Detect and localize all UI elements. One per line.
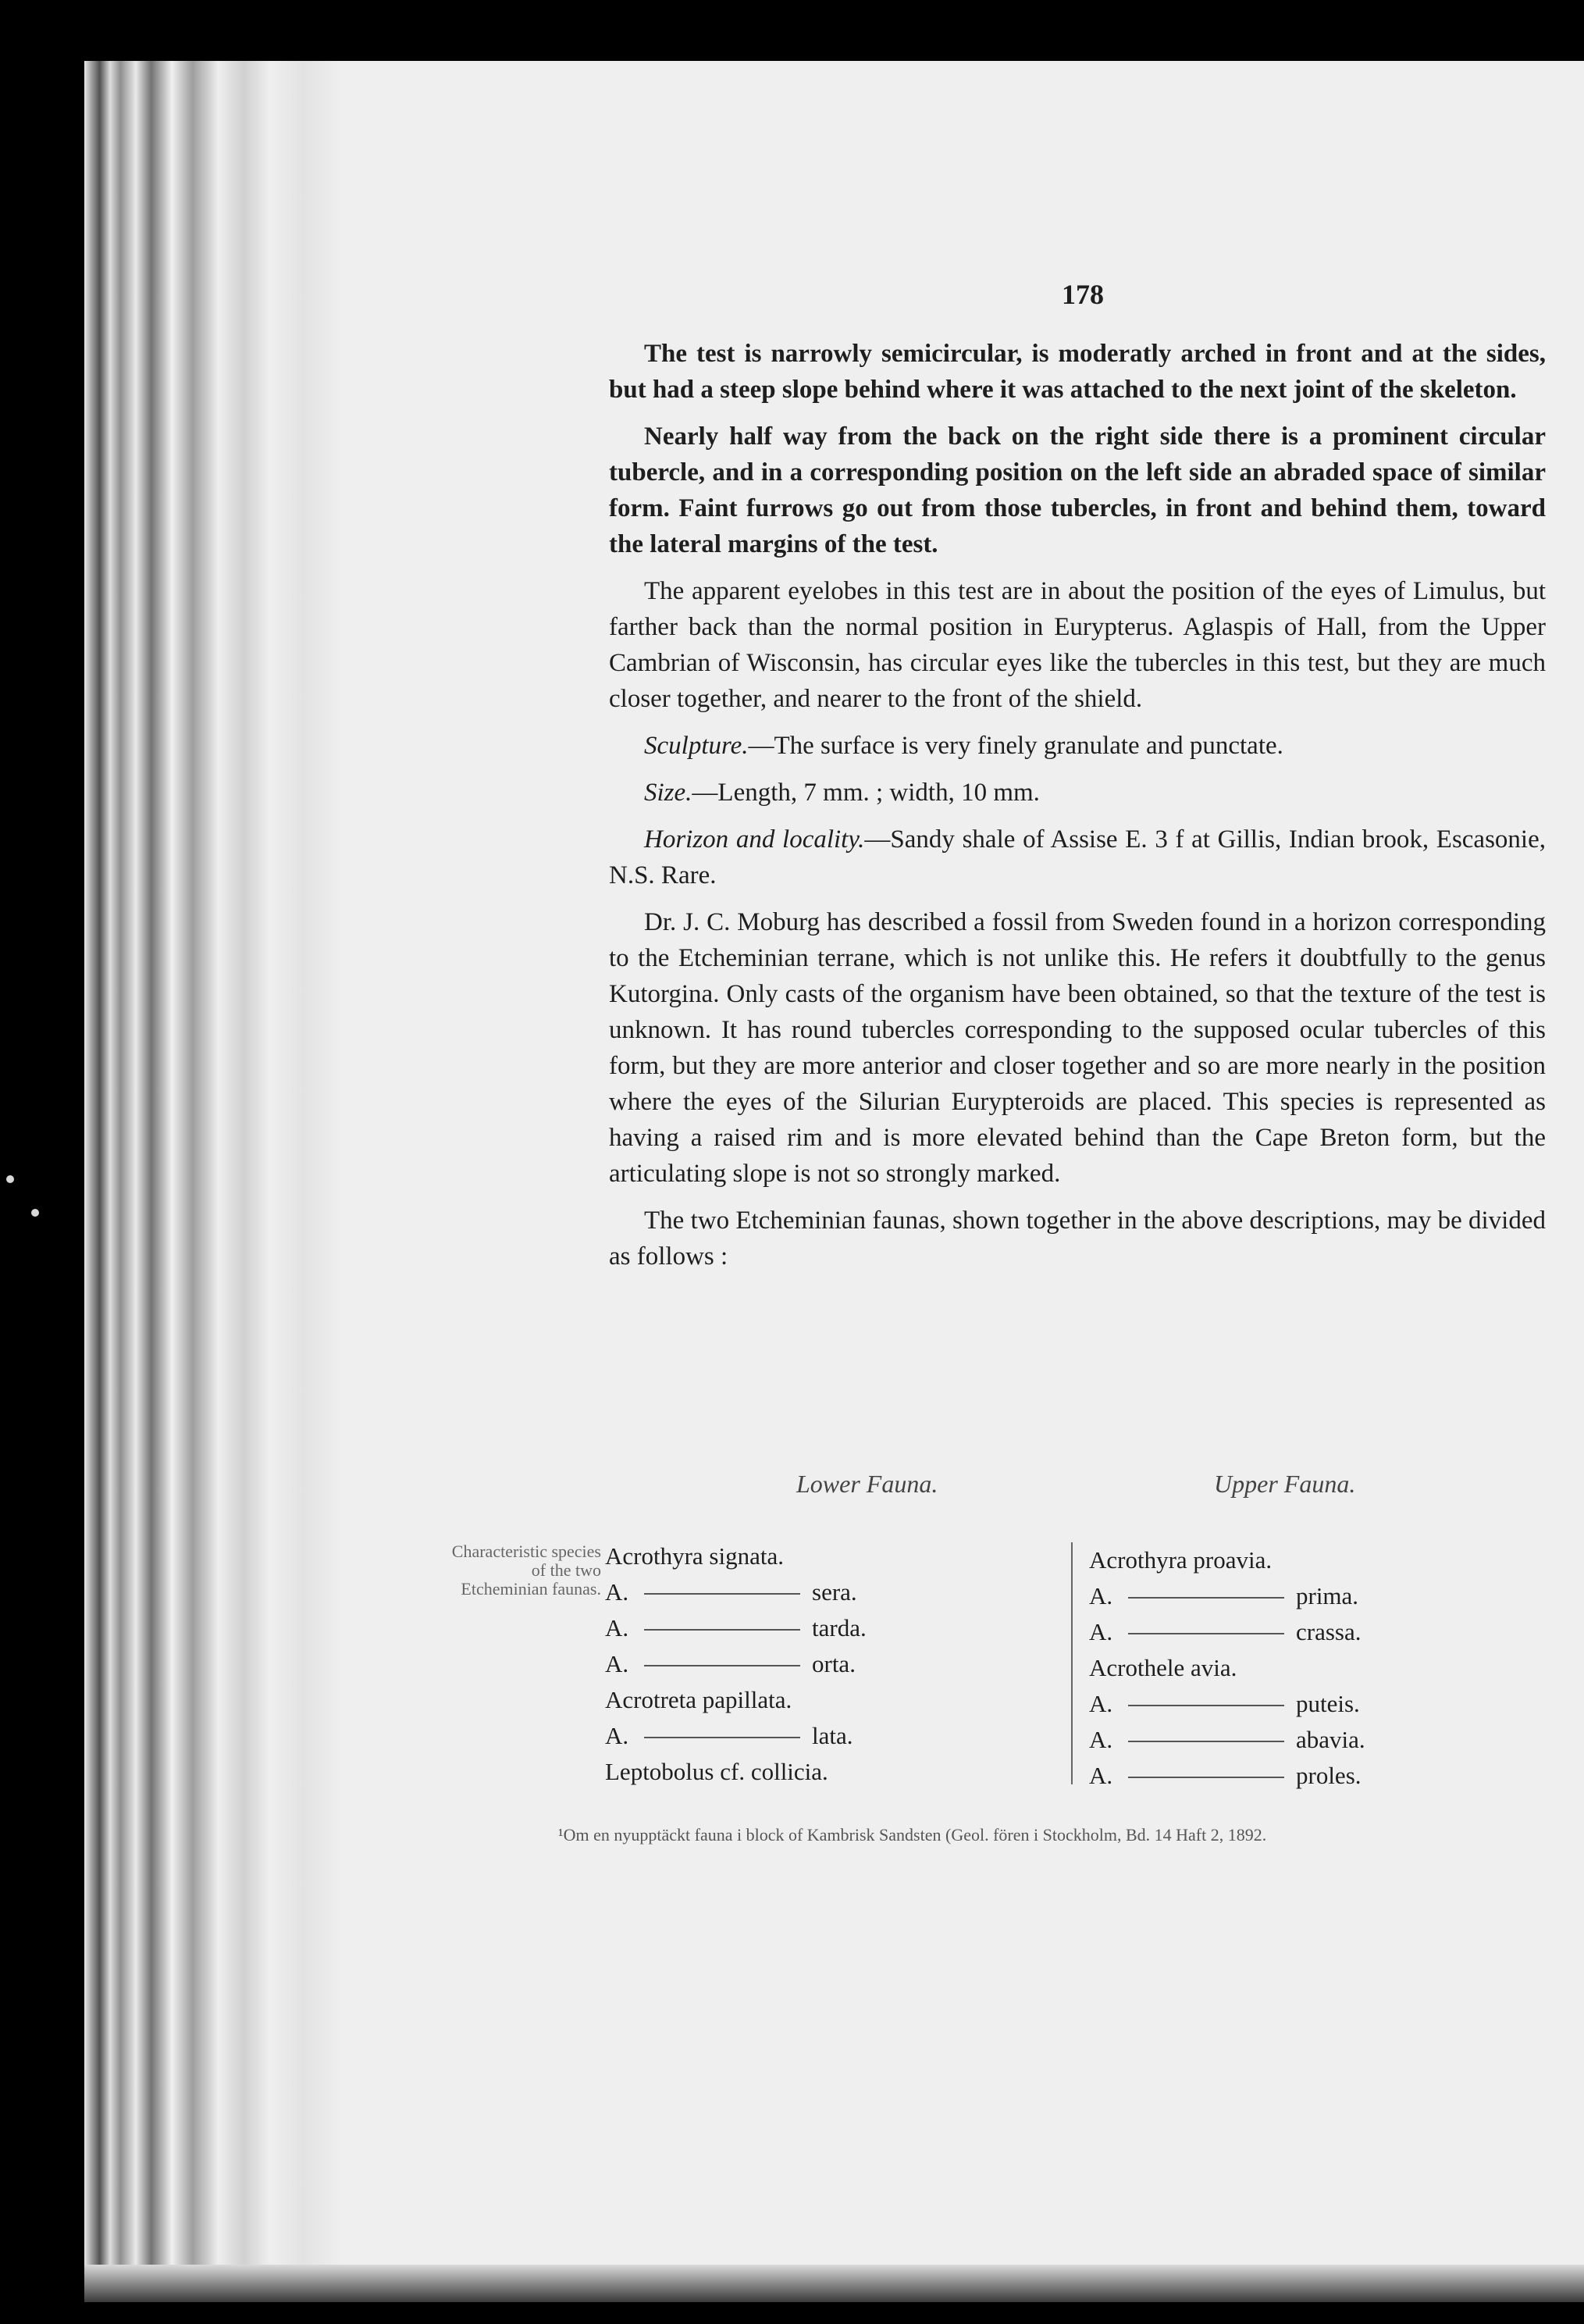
- scan-speck: [31, 1209, 39, 1217]
- paragraph-size: [609, 775, 1546, 811]
- species-row: [1089, 1758, 1362, 1794]
- species-genus: A.: [605, 1578, 629, 1606]
- paragraph-tubercle: Nearly half way from the back on the right side there is a prominent circular tubercle, and in a corresponding position on the left side an abraded space of similar form. Faint furrows go out from those tubercles, in front and behind them, toward the lateral margins of the test.: [609, 422, 1546, 558]
- species-genus: Acrothyra signata.: [605, 1542, 784, 1570]
- species-row: [605, 1718, 870, 1754]
- species-epithet: tarda.: [812, 1614, 867, 1641]
- species-genus: A.: [1089, 1618, 1113, 1645]
- species-epithet: crassa.: [1296, 1618, 1362, 1645]
- column-divider: [1071, 1542, 1073, 1784]
- book-page-edges: [84, 61, 342, 2302]
- sculpture-text: —The surface is very finely granulate and punctate.: [748, 732, 1283, 760]
- species-genus: Leptobolus cf. collicia.: [605, 1758, 828, 1785]
- species-epithet: abavia.: [1296, 1726, 1365, 1753]
- ditto-rule: [644, 1629, 800, 1631]
- species-epithet: prima.: [1296, 1582, 1359, 1609]
- species-row: [1089, 1650, 1354, 1686]
- species-row: [605, 1682, 870, 1718]
- ditto-rule: [1128, 1633, 1284, 1634]
- species-epithet: sera.: [812, 1578, 857, 1606]
- paragraph-test-shape: The test is narrowly semicircular, is moderatly arched in front and at the sides, but had a steep slope behind where it was attached to the next joint of the skeleton.: [609, 340, 1546, 404]
- species-row: [605, 1754, 870, 1790]
- paragraph-horizon: [609, 822, 1546, 893]
- paragraph-moburg: Dr. J. C. Moburg has described a fossil from Sweden found in a horizon corresponding to the Etcheminian terrane, which is not unlike this. He refers it doubtfully to the genus Kutorgina. Only casts of the organism have been obtained, so that the texture of the test is unknown. It has round tubercles corresponding to the supposed ocular tubercles of this form, but they are more anterior and closer together and so are more nearly in the position where the eyes of the Silurian Eurypteroids are placed. This species is represented as having a raised rim and is more elevated behind than the Cape Breton form, but the articulating slope is not so strongly marked.: [609, 908, 1546, 1188]
- paragraph-sculpture: [609, 728, 1546, 764]
- species-genus: A.: [1089, 1762, 1113, 1789]
- species-genus: Acrothyra proavia.: [1089, 1546, 1273, 1574]
- body-text-top: [609, 336, 1546, 1274]
- footnote: ¹Om en nyupptäckt fauna i block of Kambrisk Sandsten (Geol. fören i Stockholm, Bd. 14 Haft 2, 1892.: [558, 1825, 1267, 1845]
- species-genus: A.: [605, 1650, 629, 1677]
- species-row: [605, 1574, 870, 1610]
- paragraph-eyelobes: The apparent eyelobes in this test are in about the position of the eyes of Limulus, but farther back than the normal position in Eurypterus. Aglaspis of Hall, from the Upper Cambrian of Wisconsin, has circular eyes like the tubercles in this test, but they are much closer together, and nearer to the front of the shield.: [609, 577, 1546, 713]
- species-genus: Acrothele avia.: [1089, 1654, 1237, 1681]
- species-row: [1089, 1722, 1365, 1758]
- ditto-rule: [644, 1593, 800, 1595]
- species-row: [1089, 1686, 1360, 1722]
- ditto-rule: [1128, 1777, 1284, 1778]
- species-epithet: lata.: [812, 1722, 853, 1749]
- species-row: [1089, 1578, 1359, 1614]
- ditto-rule: [644, 1665, 800, 1666]
- sculpture-label: Sculpture.: [644, 732, 749, 760]
- species-genus: A.: [605, 1722, 629, 1749]
- ditto-rule: [1128, 1597, 1284, 1599]
- upper-fauna-heading: Upper Fauna.: [1214, 1470, 1356, 1498]
- page-number: 178: [1062, 279, 1104, 310]
- size-text: —Length, 7 mm. ; width, 10 mm.: [692, 779, 1040, 807]
- species-row: [1089, 1542, 1354, 1578]
- species-epithet: puteis.: [1296, 1690, 1360, 1717]
- ditto-rule: [1128, 1705, 1284, 1706]
- upper-fauna-list: [1089, 1542, 1365, 1794]
- species-epithet: orta.: [812, 1650, 856, 1677]
- ditto-rule: [1128, 1741, 1284, 1742]
- scan-speck: [6, 1175, 14, 1183]
- species-genus: A.: [605, 1614, 629, 1641]
- size-label: Size.: [644, 779, 692, 807]
- species-epithet: proles.: [1296, 1762, 1362, 1789]
- horizon-label: Horizon and locality.: [644, 825, 865, 854]
- species-genus: A.: [1089, 1726, 1113, 1753]
- species-row: [605, 1610, 870, 1646]
- species-row: [605, 1538, 870, 1574]
- page-bottom-shadow: [84, 2265, 1584, 2302]
- paragraph-faunas-intro: The two Etcheminian faunas, shown together in the above descriptions, may be divided as follows :: [609, 1207, 1546, 1271]
- species-genus: A.: [1089, 1582, 1113, 1609]
- side-note: Characteristic species of the two Etcheminian faunas.: [451, 1542, 601, 1599]
- horizon-text: —Sandy shale of Assise E. 3 f at Gillis, Indian brook, Escasonie, N.S. Rare.: [609, 825, 1546, 889]
- species-row: [1089, 1614, 1362, 1650]
- lower-fauna-heading: Lower Fauna.: [796, 1470, 938, 1498]
- species-row: [605, 1646, 870, 1682]
- species-genus: A.: [1089, 1690, 1113, 1717]
- lower-fauna-list: [605, 1538, 870, 1790]
- species-genus: Acrotreta papillata.: [605, 1686, 792, 1713]
- ditto-rule: [644, 1737, 800, 1738]
